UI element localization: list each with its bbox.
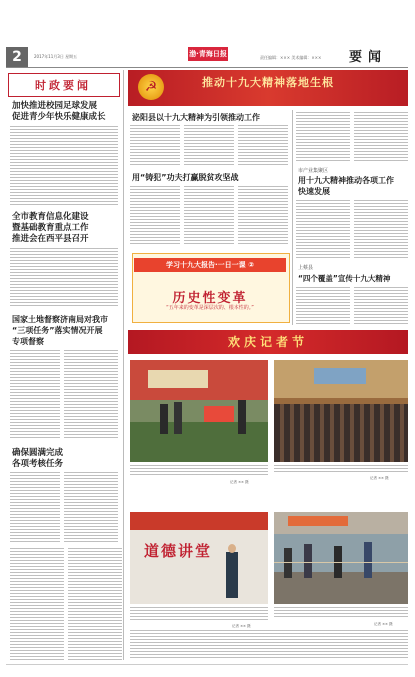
tug-of-war-credit: 记者 ×× 摄: [374, 622, 393, 626]
left-body-text-3b: [64, 350, 118, 440]
meeting-photo: [274, 360, 408, 462]
lecture-credit: 记者 ×× 摄: [232, 624, 251, 628]
section-title: 要闻: [349, 50, 388, 65]
right-body-text-0b: [354, 112, 408, 162]
mid-body-text-1c: [238, 125, 288, 165]
mid-body-text-2b: [184, 186, 234, 246]
right-kicker-2: 上蔡县: [298, 265, 314, 271]
page-number: 2: [6, 47, 28, 67]
header-rule: [6, 67, 408, 68]
left-headline-2: [12, 212, 89, 245]
right-body-text-0a: [296, 112, 350, 162]
party-emblem-icon: ☭: [138, 74, 164, 100]
left-body-text-3a: [10, 350, 60, 440]
headline-line: 用十九大精神推动各项工作: [298, 176, 394, 185]
meeting-caption: [274, 465, 408, 473]
headline-line: 全市教育信息化建设: [12, 212, 89, 222]
bottom-body-text-a: [10, 548, 64, 660]
right-headline-1: [298, 175, 394, 197]
study-box-quote: “五年来的变革是深层次的、根本性的。”: [166, 305, 254, 311]
newspaper-brand: 渤·青海日报: [188, 47, 228, 61]
headline-line: 国家土地督察济南局对我市: [12, 315, 108, 324]
left-headline-3: [12, 314, 108, 347]
top-banner-title: 推动十九大精神落地生根: [202, 76, 334, 89]
ceremony-credit: 记者 ×× 摄: [230, 480, 249, 484]
journalist-day-title: 欢庆记者节: [227, 335, 308, 349]
study-box-band-text: 学习十九大报告·一日一课 ②: [165, 261, 255, 269]
study-box-title: 历史性变革: [172, 291, 248, 306]
meeting-credit: 记者 ×× 摄: [370, 476, 389, 480]
left-headline-4: [12, 448, 63, 470]
headline-line: “三项任务”落实情况开展: [12, 326, 103, 335]
headline-line: 快速发展: [298, 187, 330, 196]
right-body-text-1b: [354, 200, 408, 258]
ceremony-photo: [130, 360, 268, 462]
mid-body-text-1a: [130, 125, 180, 165]
left-body-text-2: [10, 248, 118, 308]
headline-line: 暨基础教育重点工作: [12, 223, 89, 233]
headline-line: 推进会在西平县召开: [12, 234, 89, 244]
mid-headline-2: 用“铸犯”功夫打赢脱贫攻坚战: [132, 173, 239, 182]
column-divider: [123, 70, 124, 660]
lecture-caption: [130, 607, 268, 621]
headline-line: 促进青少年快乐健康成长: [12, 112, 106, 122]
left-body-text-4b: [64, 472, 118, 542]
headline-line: 各项考核任务: [12, 459, 64, 469]
mid-body-text-1b: [184, 125, 234, 165]
right-body-text-2b: [354, 287, 408, 325]
right-body-text-2a: [296, 287, 350, 325]
left-body-text-4a: [10, 472, 60, 542]
headline-line: 专项督察: [12, 337, 44, 346]
headline-line: 加快推进校园足球发展: [12, 101, 98, 111]
left-headline-1: [12, 101, 106, 123]
right-kicker-1: 市产业集聚区: [298, 168, 329, 174]
date-line: 2017年11月3日 星期五: [34, 54, 78, 59]
mid-headline-1: 泌阳县以十九大精神为引领推动工作: [132, 113, 260, 122]
ceremony-caption: [130, 465, 268, 477]
mid-body-text-2c: [238, 186, 288, 246]
mid-body-text-2a: [130, 186, 180, 246]
left-body-text-1: [10, 126, 118, 206]
photo-story-text: [130, 630, 408, 658]
tug-of-war-caption: [274, 607, 408, 619]
right-headline-2: “四个覆盖”宣传十九大精神: [298, 274, 391, 283]
right-body-text-1a: [296, 200, 350, 258]
bottom-body-text-b: [68, 548, 122, 660]
column-divider: [292, 110, 293, 325]
headline-line: 确保圆满完成: [12, 448, 64, 458]
footer-rule: [6, 664, 408, 665]
tug-of-war-photo: [274, 512, 408, 604]
lecture-photo: [130, 512, 268, 604]
editor-line: 责任编辑：××× 美术编辑：×××: [260, 55, 322, 60]
lecture-sign: 道德讲堂: [144, 542, 213, 560]
news-box-title: 时政要闻: [35, 79, 91, 92]
